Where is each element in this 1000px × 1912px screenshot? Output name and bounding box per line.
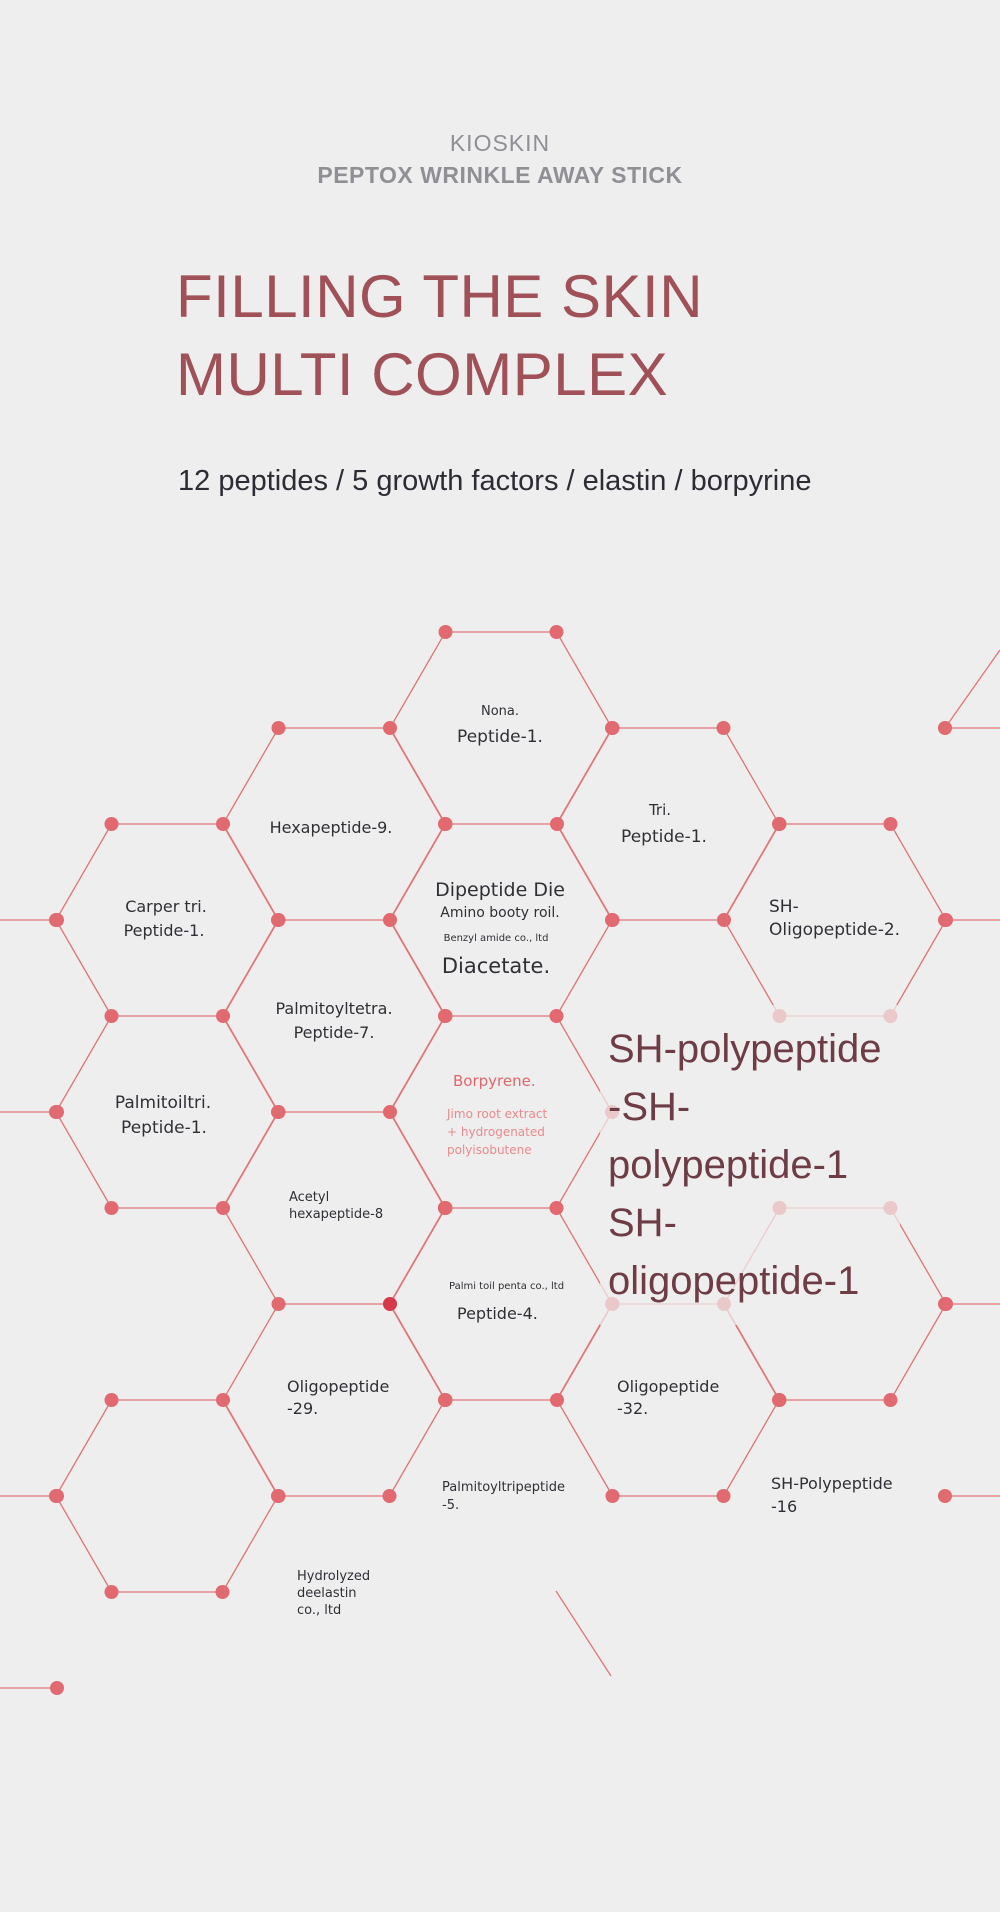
hex-node: [550, 817, 564, 831]
hex-edge: [724, 728, 780, 824]
cell-acetyl-line1: Acetyl: [289, 1190, 330, 1205]
hex-node-edge: [938, 721, 952, 735]
product-name: PEPTOX WRINKLE AWAY STICK: [317, 162, 683, 188]
hex-node: [105, 817, 119, 831]
hex-node: [439, 817, 453, 831]
hex-edge: [223, 1112, 279, 1208]
cell-hydrolyzed-line2: deelastin: [297, 1586, 357, 1601]
hex-node: [606, 913, 620, 927]
hex-node: [105, 1201, 119, 1215]
cell-shpoly16-line2: -16: [771, 1497, 798, 1516]
hex-edge: [891, 824, 947, 920]
hex-node: [383, 721, 397, 735]
cell-hexapeptide-label: Hexapeptide-9.: [269, 818, 393, 837]
headline-line-1: FILLING THE SKIN: [176, 263, 704, 330]
cell-dipeptide-line3: Benzyl amide co., ltd: [443, 933, 549, 944]
cell-palmtri5-line2: -5.: [442, 1498, 460, 1513]
hex-edge: [557, 728, 613, 824]
cell-nona-label: Nona.: [480, 704, 520, 719]
hex-node: [606, 1489, 620, 1503]
cell-hydrolyzed-line1: Hydrolyzed: [297, 1569, 371, 1584]
cell-palmtetra-line2: Peptide-7.: [293, 1023, 375, 1042]
hex-edge: [390, 1112, 446, 1208]
hex-node: [773, 817, 787, 831]
hex-node-edge: [938, 1489, 952, 1503]
cell-dipeptide-line4: Diacetate.: [441, 954, 551, 978]
hex-node: [439, 1009, 453, 1023]
hex-node: [216, 1585, 230, 1599]
hex-edge: [390, 1016, 446, 1112]
hex-node: [383, 913, 397, 927]
cell-dipeptide-line2: Amino booty roil.: [440, 905, 560, 921]
hex-edge: [390, 1400, 446, 1496]
hex-edge: [390, 728, 446, 824]
cell-oligo32-line2: -32.: [617, 1399, 649, 1418]
featured-line-2: -SH-: [608, 1085, 691, 1129]
ingredient-summary: 12 peptides / 5 growth factors / elastin / borpyrine: [178, 465, 812, 497]
hex-edge: [557, 1400, 613, 1496]
hex-edge-connector: [945, 650, 1000, 728]
hex-node-edge: [50, 913, 64, 927]
hex-node: [383, 1297, 397, 1311]
hex-node: [884, 817, 898, 831]
cell-borpyrene-desc-2: + hydrogenated: [447, 1125, 545, 1139]
hex-node: [105, 1393, 119, 1407]
featured-peptides: [608, 1020, 938, 1310]
cell-sholigo2-line2: Oligopeptide-2.: [769, 920, 901, 940]
hex-edge: [557, 920, 613, 1016]
hex-node-edge: [50, 1681, 64, 1695]
hex-node-edge: [938, 1297, 952, 1311]
cell-acetyl-line2: hexapeptide-8: [289, 1207, 384, 1222]
hex-edge: [557, 632, 613, 728]
hex-node: [383, 1489, 397, 1503]
hex-node: [550, 1393, 564, 1407]
cell-tri-line2: Peptide-1.: [621, 827, 707, 847]
hex-node: [105, 1585, 119, 1599]
hex-node: [717, 721, 731, 735]
cell-sholigo2-line1: SH-: [769, 897, 799, 917]
hex-edge-connector: [556, 1591, 611, 1676]
hex-edge: [223, 920, 279, 1016]
hex-edge: [56, 824, 112, 920]
hex-edge: [56, 1496, 112, 1592]
cell-shpoly16-line1: SH-Polypeptide: [771, 1474, 893, 1493]
cell-palmtetra-line1: Palmitoyltetra.: [275, 999, 393, 1018]
hex-edge: [223, 1400, 279, 1496]
featured-line-3: polypeptide-1: [608, 1143, 849, 1187]
cell-carper-line1: Carper tri.: [125, 897, 207, 916]
cell-borpyrene-title: Borpyrene.: [453, 1072, 536, 1090]
hex-node: [606, 721, 620, 735]
hex-node: [105, 1009, 119, 1023]
hex-node: [884, 1393, 898, 1407]
hex-node: [383, 1105, 397, 1119]
hex-node: [773, 1393, 787, 1407]
hex-node: [439, 1393, 453, 1407]
hex-node: [717, 913, 731, 927]
cell-tri-line1: Tri.: [648, 801, 672, 819]
hex-node: [550, 1009, 564, 1023]
hex-node-edge: [938, 913, 952, 927]
hex-edge: [390, 632, 446, 728]
hex-node-edge: [50, 1489, 64, 1503]
hex-node: [272, 1489, 286, 1503]
hex-edge: [223, 1208, 279, 1304]
cell-nona-peptide: Peptide-1.: [457, 727, 543, 747]
hex-node: [216, 1201, 230, 1215]
hex-node: [216, 817, 230, 831]
hex-node: [272, 1297, 286, 1311]
hex-edge: [56, 1112, 112, 1208]
hex-node: [550, 625, 564, 639]
cell-palmtri-line1: Palmitoiltri.: [114, 1093, 212, 1113]
hex-edge: [390, 920, 446, 1016]
hex-node: [272, 721, 286, 735]
cell-oligo29-line1: Oligopeptide: [287, 1377, 390, 1396]
hex-node: [216, 1009, 230, 1023]
featured-line-4: SH-: [608, 1201, 677, 1245]
hex-edge: [56, 920, 112, 1016]
cell-palmtri5-line1: Palmitoyltripeptide: [442, 1480, 565, 1495]
cell-palmtri-line2: Peptide-1.: [121, 1118, 207, 1138]
hex-edge: [390, 1208, 446, 1304]
hex-node: [439, 625, 453, 639]
hex-edge: [223, 1496, 279, 1592]
hex-edge: [390, 1304, 446, 1400]
hex-node-edge: [50, 1105, 64, 1119]
hex-edge: [223, 728, 279, 824]
brand-name: KIOSKIN: [449, 130, 551, 156]
cell-palmipenta-line1: Palmi toil penta co., ltd: [449, 1281, 565, 1292]
featured-line-1: SH-polypeptide: [608, 1027, 882, 1071]
hex-node: [550, 1201, 564, 1215]
hex-node: [439, 1201, 453, 1215]
hex-edge: [557, 824, 613, 920]
hex-node: [272, 1105, 286, 1119]
cell-carper-line2: Peptide-1.: [123, 921, 205, 940]
hex-edge: [56, 1400, 112, 1496]
hex-edge: [56, 1016, 112, 1112]
cell-hydrolyzed-line3: co., ltd: [297, 1603, 342, 1618]
hex-edge: [223, 1016, 279, 1112]
cell-borpyrene-desc-1: Jimo root extract: [447, 1107, 548, 1121]
hex-node: [717, 1489, 731, 1503]
featured-line-5: oligopeptide-1: [608, 1259, 860, 1303]
cell-dipeptide-title: Dipeptide Die: [435, 879, 565, 901]
hex-node: [216, 1393, 230, 1407]
cell-oligo29-line2: -29.: [287, 1399, 319, 1418]
hex-edge: [223, 1304, 279, 1400]
cell-borpyrene-desc-3: polyisobutene: [447, 1143, 532, 1157]
cell-oligo32-line1: Oligopeptide: [617, 1377, 720, 1396]
cell-palmipenta-line2: Peptide-4.: [457, 1304, 538, 1323]
hex-edge: [390, 824, 446, 920]
headline-line-2: MULTI COMPLEX: [176, 341, 669, 408]
hex-node: [272, 913, 286, 927]
